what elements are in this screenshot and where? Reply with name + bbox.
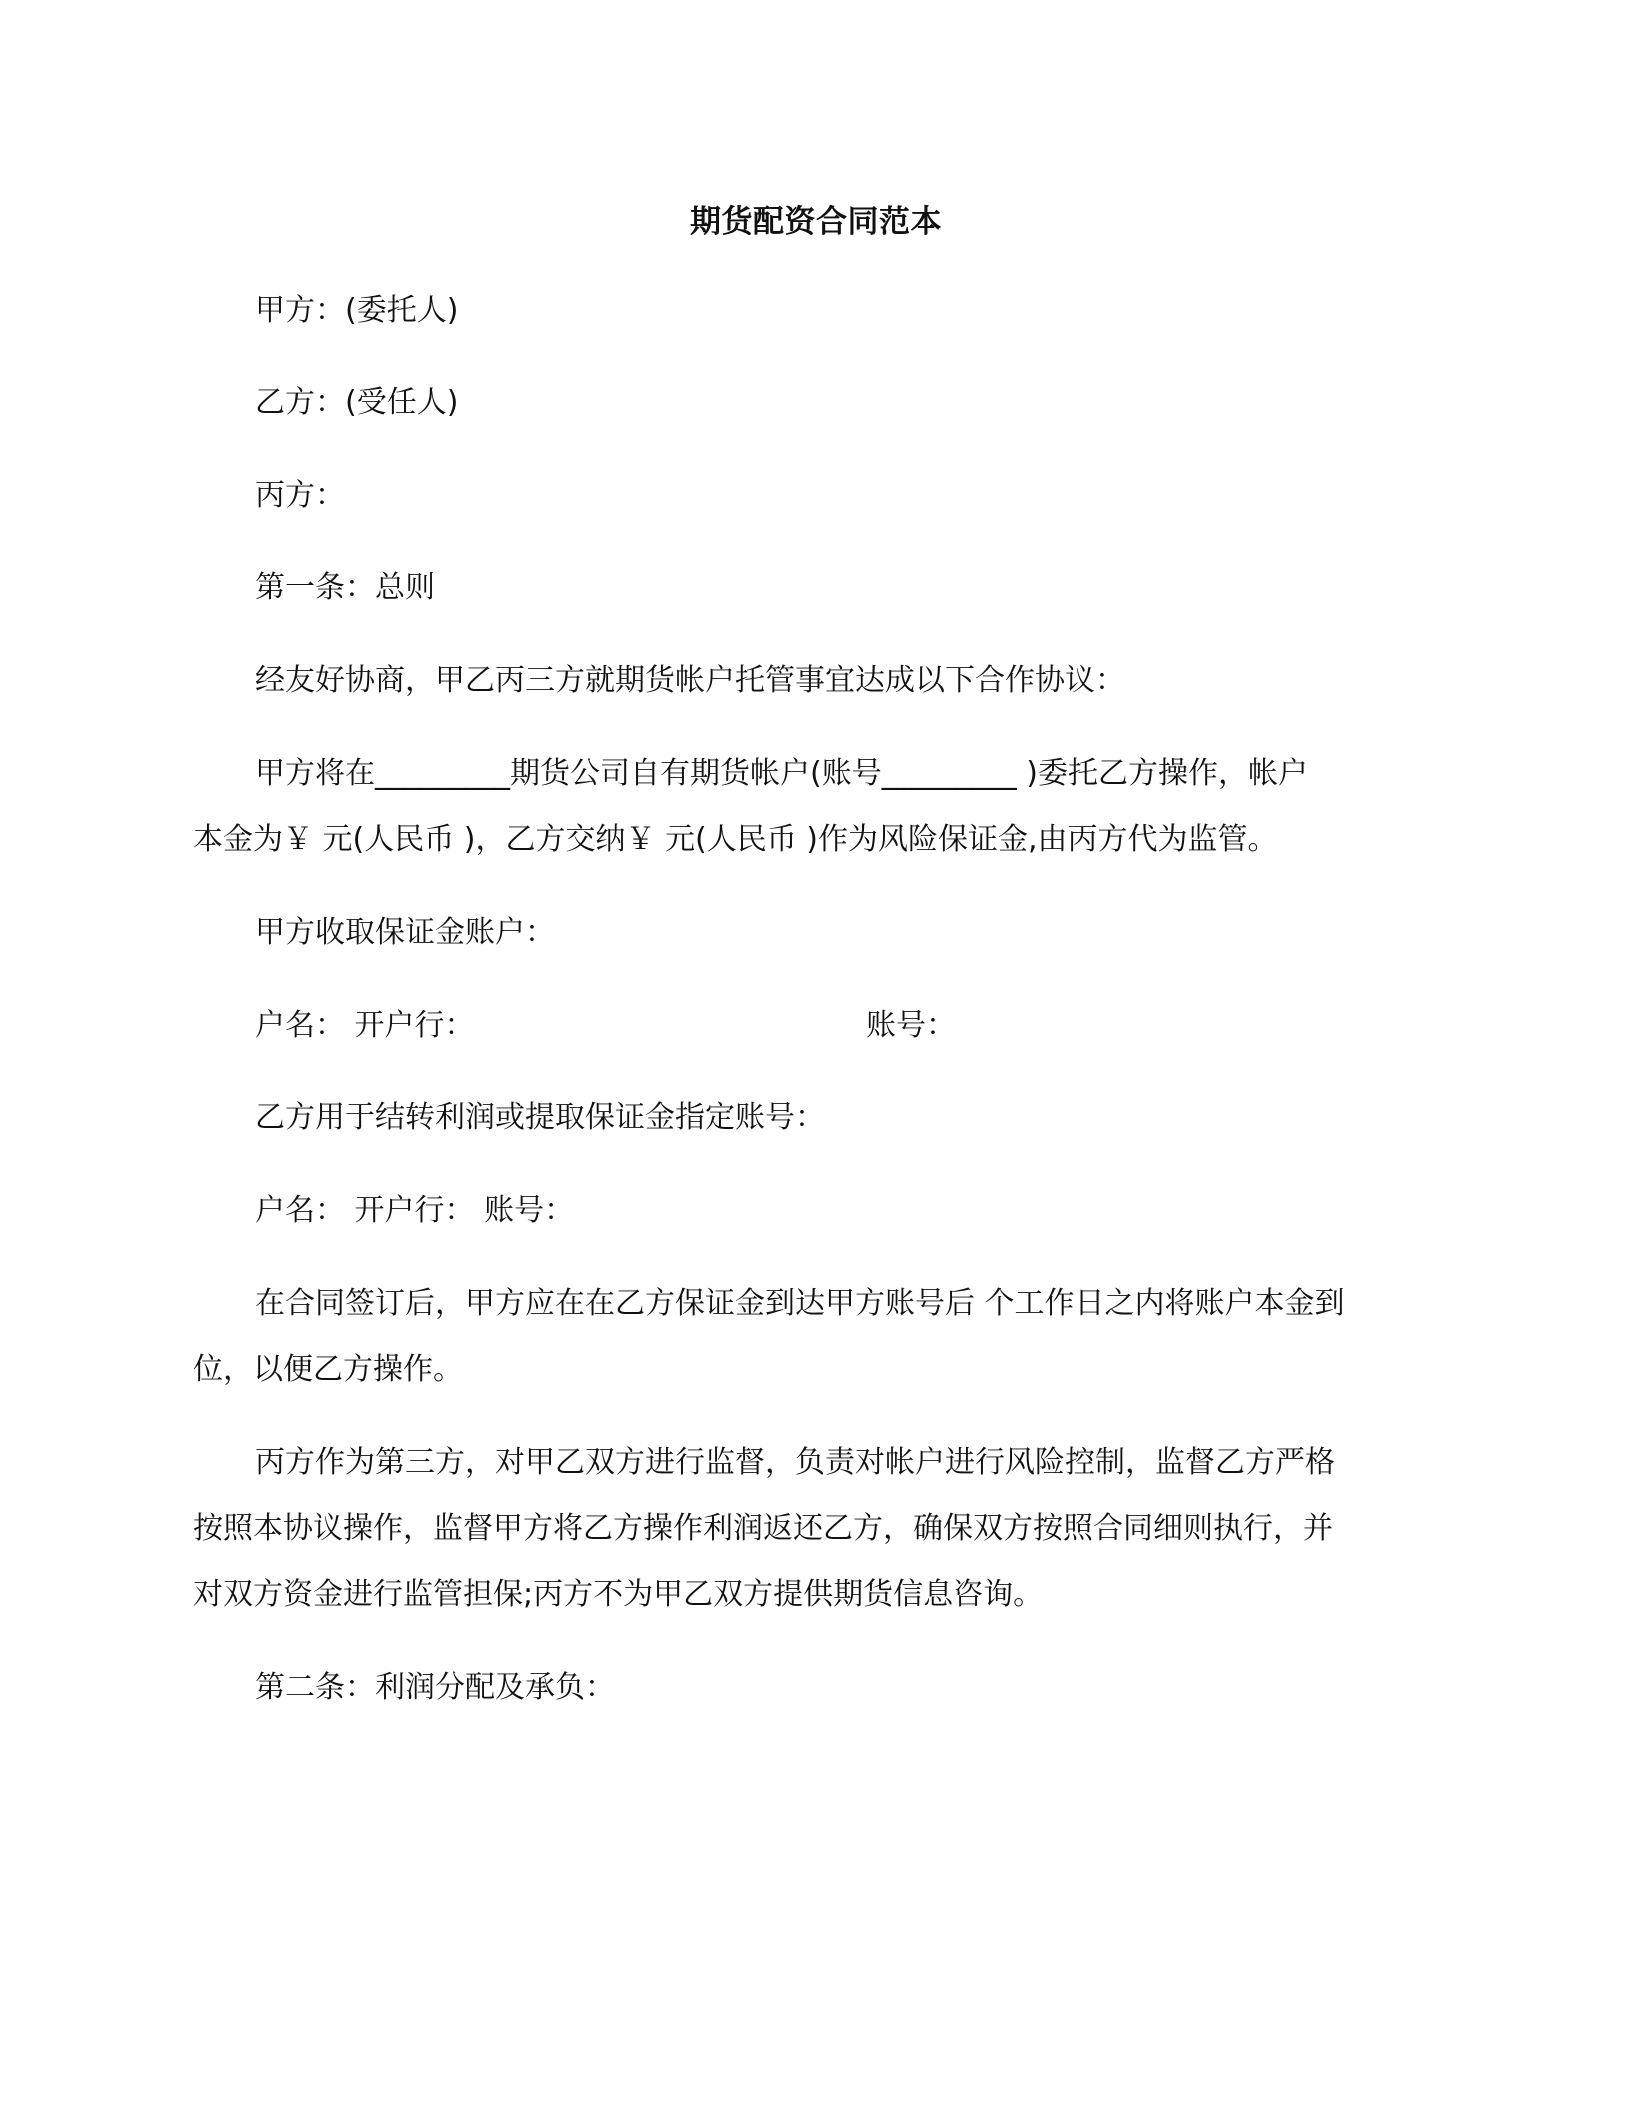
- party-b-account-heading: 乙方用于结转利润或提取保证金指定账号：: [255, 1100, 825, 1135]
- article-2-heading: 第二条：利润分配及承负：: [255, 1670, 615, 1705]
- supervision-paragraph-line-2: 按照本协议操作，监督甲方将乙方操作利润返还乙方，确保双方按照合同细则执行，并: [193, 1511, 1333, 1546]
- funding-paragraph-line-1: 在合同签订后，甲方应在在乙方保证金到达甲方账号后 个工作日之内将账户本金到: [255, 1286, 1345, 1321]
- account-clause-line-1: 甲方将在_________期货公司自有期货帐户(账号_________ )委托乙方操作，帐户: [255, 756, 1308, 791]
- party-a-account-name-bank: 户名： 开户行：: [255, 1008, 475, 1043]
- document-title: 期货配资合同范本: [690, 204, 942, 240]
- supervision-paragraph-line-1: 丙方作为第三方，对甲乙双方进行监督，负责对帐户进行风险控制，监督乙方严格: [255, 1445, 1335, 1480]
- party-a-account-number: 账号：: [866, 1008, 956, 1043]
- party-a-line: 甲方：(委托人): [255, 293, 459, 328]
- intro-paragraph: 经友好协商，甲乙丙三方就期货帐户托管事宜达成以下合作协议：: [255, 663, 1125, 698]
- funding-paragraph-line-2: 位，以便乙方操作。: [193, 1352, 463, 1387]
- article-1-heading: 第一条：总则: [255, 570, 435, 605]
- party-b-account-fields: 户名： 开户行： 账号：: [255, 1193, 575, 1228]
- account-clause-line-2: 本金为￥ 元(人民币 )，乙方交纳￥ 元(人民币 )作为风险保证金,由丙方代为监管。: [193, 822, 1278, 857]
- party-c-line: 丙方：: [255, 478, 345, 513]
- supervision-paragraph-line-3: 对双方资金进行监管担保;丙方不为甲乙双方提供期货信息咨询。: [193, 1577, 1044, 1612]
- party-b-line: 乙方：(受任人): [255, 385, 459, 420]
- party-a-account-heading: 甲方收取保证金账户：: [255, 915, 555, 950]
